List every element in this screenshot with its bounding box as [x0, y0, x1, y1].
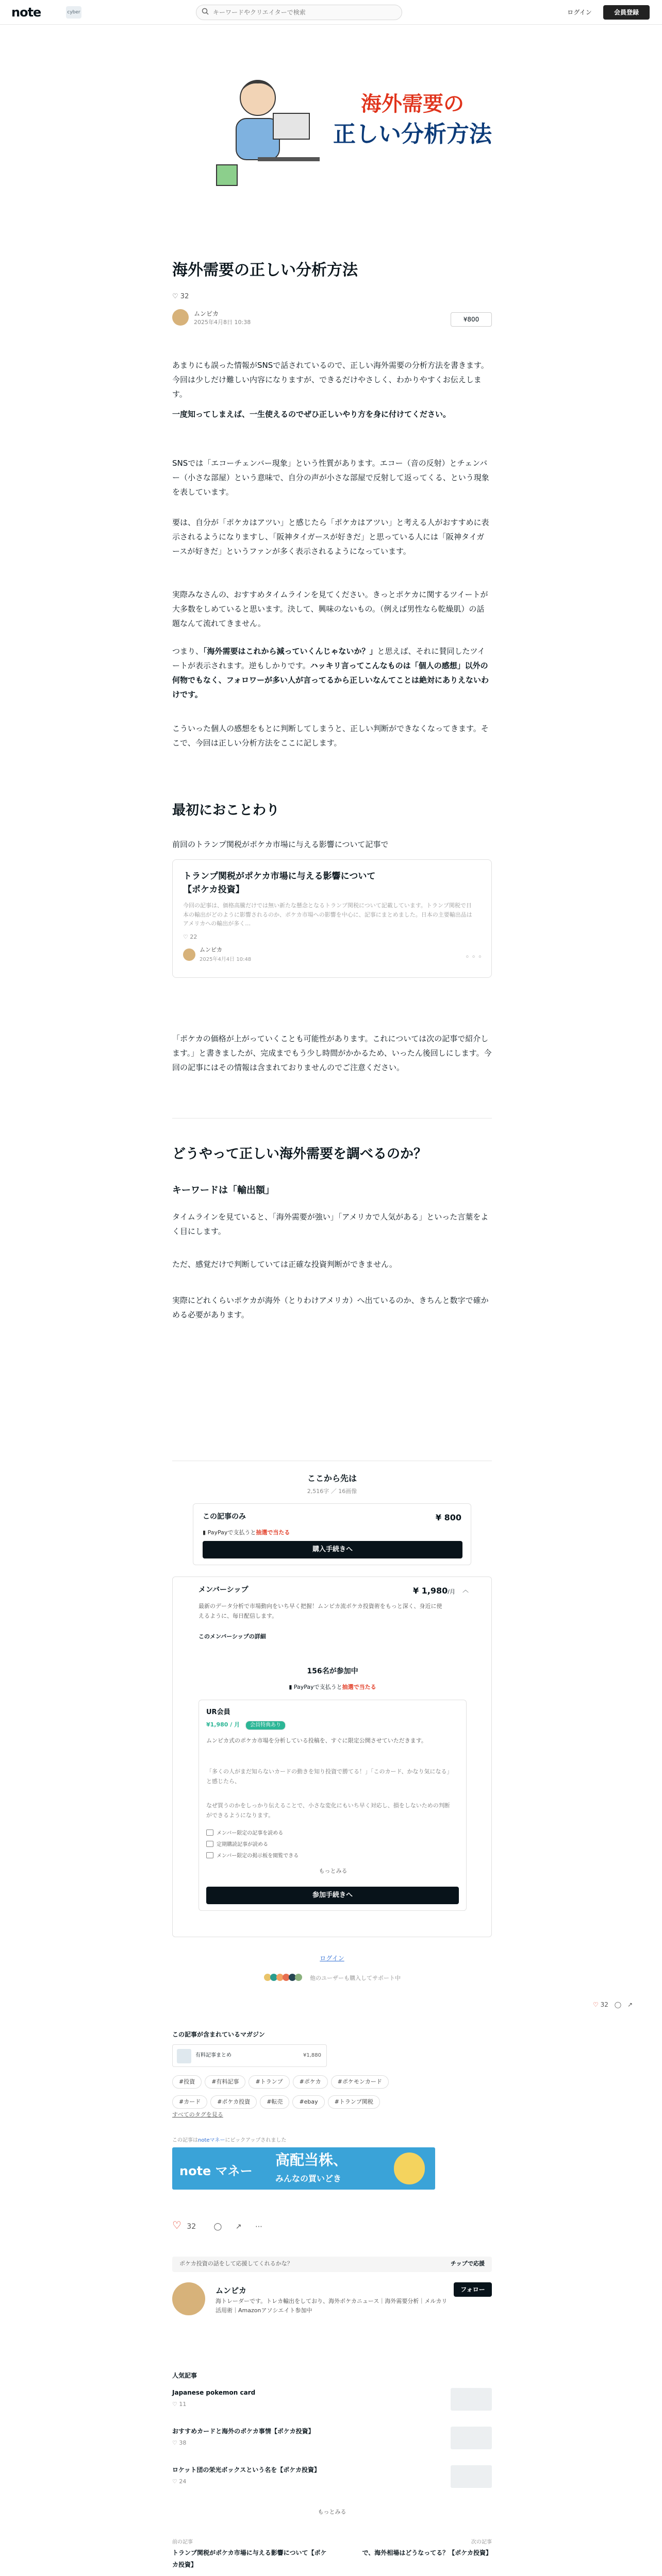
list-item[interactable]: [172, 2427, 492, 2455]
hero-line2: 正しい分析方法: [333, 121, 492, 147]
hero-image: [196, 36, 516, 201]
chevron-up-icon[interactable]: ︿: [462, 1586, 469, 1594]
pickup-note: [172, 2136, 286, 2145]
text-span-bold: ハッキリ言ってこんなものは「個人の感想」以外の何物でもなく、フォロワーが多い人が言ってるから正しいなんてことは絶対にありえないわけです。: [172, 661, 489, 699]
member-include: このメンバーシップの詳細: [198, 1633, 266, 1640]
paragraph-conclusion: [172, 644, 492, 702]
plan-feature-label: 定期購読記事が読める: [217, 1842, 268, 1848]
next-title: で、海外相場はどうなってる？【ポケカ投資】: [362, 2549, 492, 2556]
article-icon: [206, 1829, 213, 1836]
embedded-article-card[interactable]: [172, 859, 492, 978]
supporter-avatars-icon: [263, 1973, 307, 1981]
single-price: ¥ 800: [435, 1513, 461, 1522]
magazine-card[interactable]: [172, 2044, 327, 2067]
tip-button[interactable]: チップで応援: [451, 2260, 485, 2267]
list-item[interactable]: [172, 2388, 492, 2417]
tag[interactable]: #トランプ関税: [328, 2095, 380, 2109]
search-input[interactable]: [213, 5, 399, 20]
text-span: と思えば、それに賛同したツイートが表示されます。逆もしかりです。: [172, 647, 485, 670]
pickup-prefix: この記事は: [172, 2138, 198, 2143]
tag[interactable]: #トランプ: [249, 2075, 289, 2089]
paypay-icon: ▮: [289, 1684, 292, 1690]
plan-feature: [206, 1840, 268, 1850]
search-icon: [202, 8, 209, 15]
popular-thumbnail: [451, 2388, 492, 2411]
page-title: 海外需要の正しい分析方法: [172, 261, 358, 279]
like-count: 32: [180, 293, 189, 300]
popular-like-count: 11: [179, 2401, 187, 2408]
signup-button[interactable]: 会員登録: [603, 5, 650, 20]
publish-date: 2025年4月8日 10:38: [194, 319, 251, 326]
avatar[interactable]: [172, 2282, 205, 2315]
search-box[interactable]: [196, 5, 402, 20]
popular-like-count: 38: [179, 2439, 187, 2446]
popular-title: Japanese pokemon card: [172, 2389, 256, 2396]
embed-title-line: トランプ関税がポケカ市場に与える影響について: [183, 871, 376, 882]
author-name[interactable]: ムンピカ: [216, 2286, 247, 2295]
like-count-top[interactable]: ♡ 32: [172, 293, 189, 300]
prev-article-link[interactable]: [172, 2537, 327, 2573]
popular-title: おすすめカードと海外のポケカ事情【ポケカ投資】: [172, 2428, 315, 2435]
all-tags-link[interactable]: すべてのタグを見る: [172, 2111, 223, 2118]
member-count: 156名が参加中: [307, 1667, 358, 1675]
text-span-bold: 「海外需要はこれから減っていくんじゃないか？」: [203, 647, 377, 656]
paypay-icon: ▮: [203, 1529, 206, 1536]
plan-desc: ムンピカ式のポケカ市場を分析している投稿を、すぐに限定公開させていただきます。: [206, 1737, 427, 1744]
paragraph: こういった個人の感想をもとに判断してしまうと、正しい判断ができなくなってきます。そこで、今回は正しい分析方法をここに記します。: [172, 724, 489, 748]
text-span: つまり、: [172, 647, 204, 656]
section-heading: 最初におことわり: [172, 803, 280, 818]
popular-likes: ♡ 38: [172, 2439, 187, 2446]
pickup-link[interactable]: noteマネー: [198, 2138, 225, 2143]
comment-icon[interactable]: ◯: [614, 2001, 622, 2008]
author-row: [172, 309, 492, 330]
embed-title: [183, 870, 472, 896]
prev-label: 前の記事: [172, 2539, 193, 2545]
tag[interactable]: #カード: [172, 2095, 207, 2109]
plan-name: UR会員: [206, 1708, 230, 1716]
plan-card: [198, 1700, 467, 1911]
paragraph: SNSでは「エコーチェンバー現象」という性質があります。エコー（音の反射）とチェンバー（小さな部屋）という意味で、自分の声が小さな部屋で反射して返ってくる、という現象を表しています。: [172, 459, 489, 497]
paypay-prefix: PayPayで支払うと: [293, 1684, 342, 1690]
hero-line1: 海外需要の: [361, 92, 464, 116]
paywall-count: 2,516字 ／ 16画像: [307, 1488, 357, 1495]
paragraph: 実際にどれくらいポケカが海外（とりわけアメリカ）へ出ているのか、きちんと数字で確かめる必要があります。: [172, 1296, 489, 1319]
embed-likes: ♡ 22: [183, 934, 197, 940]
board-icon: [206, 1852, 213, 1858]
single-purchase-box: [193, 1503, 471, 1565]
paragraph: 要は、自分が「ポケカはアツい」と感じたら「ポケカはアツい」と考える人がおすすめに表示されるようになりますし、「阪神タイガースが好きだ」と思っている人には「阪神タイガースが好きだ」というファンが多く表示されるようになっています。: [172, 518, 489, 556]
magazine-label: この記事が含まれているマガジン: [172, 2031, 265, 2038]
tip-question: ポケカ投資の話をして応援してくれるかな？: [179, 2260, 293, 2267]
member-price-value: ¥ 1,980: [412, 1586, 448, 1596]
popular-label: 人気記事: [172, 2372, 197, 2379]
tag-list: [172, 2074, 492, 2114]
paragraph: ただ、感覚だけで判断していては正確な投資判断ができません。: [172, 1260, 397, 1269]
member-price-unit: /月: [448, 1588, 455, 1595]
embed-author: ムンピカ: [200, 946, 222, 953]
banner-brand: note マネー: [179, 2164, 253, 2178]
tag[interactable]: #転売: [260, 2095, 289, 2109]
more-link[interactable]: もっとみる: [319, 1868, 347, 1874]
price-badge[interactable]: ¥800: [451, 312, 492, 327]
tag[interactable]: #有料記事: [205, 2075, 245, 2089]
plan-price: ¥1,980 / 月: [206, 1721, 240, 1728]
supporters-row: [172, 1973, 492, 1984]
site-header: [0, 0, 662, 25]
tip-bar: [172, 2257, 492, 2272]
tag[interactable]: #ポケモンカード: [331, 2075, 389, 2089]
buy-button[interactable]: 購入手続きへ: [203, 1541, 462, 1558]
calendar-icon: [206, 1841, 213, 1847]
paragraph: タイムラインを見ていると、「海外需要が強い」「アメリカで人気がある」といった言葉をよく目にします。: [172, 1212, 489, 1236]
paypay-bonus: 抽選で当たる: [342, 1684, 376, 1690]
side-actions: [593, 1999, 650, 2011]
embed-date: 2025年4月4日 10:48: [200, 957, 252, 962]
next-article-link[interactable]: [337, 2537, 492, 2573]
plan-desc: なぜ買うのかをしっかり伝えることで、小さな変化にもいち早く対応し、損をしないための判断ができるようになります。: [206, 1802, 450, 1819]
supporters-text: 他のユーザーも購入してサポート中: [310, 1975, 401, 1981]
author-bio: 海トレーダーです。トレカ輸出をしており、海外ポケカニュース｜海外需要分析｜メルカリ活用術｜Amazonアソシエイト参加中: [216, 2298, 448, 2314]
plan-feature: [206, 1852, 299, 1861]
tag[interactable]: #ポケカ: [293, 2075, 328, 2089]
follow-button[interactable]: フォロー: [454, 2282, 492, 2297]
paypay-prefix: PayPayで支払うと: [207, 1529, 256, 1536]
comment-icon[interactable]: ◯: [213, 2223, 222, 2231]
paragraph: 「ポケカの価格が上がっていくことも可能性があります。これについては次の記事で紹介します。」と書きましたが、完成までもう少し時間がかかるため、いったん後回しにします。今回の記事にはその情報は含まれておりませんのでご注意ください。: [172, 1034, 492, 1072]
heart-icon[interactable]: ♡: [172, 2219, 181, 2231]
banner-subline: みんなの買いどき: [275, 2174, 342, 2183]
paragraph: 前回のトランプ関税がポケカ市場に与える影響について記事で: [172, 840, 389, 849]
embed-title-line: 【ポケカ投資】: [183, 884, 244, 895]
reaction-bar: [172, 2215, 492, 2231]
member-price: [413, 1583, 455, 1599]
banner-illustration: [394, 2153, 425, 2184]
paypay-bonus: 抽選で当たる: [256, 1529, 290, 1536]
share-icons[interactable]: ◦◦◦: [465, 953, 484, 961]
plan-feature: [206, 1829, 283, 1838]
popular-likes: ♡ 11: [172, 2401, 187, 2408]
sub-heading: キーワードは「輸出額」: [172, 1185, 274, 1196]
popular-likes: ♡ 24: [172, 2478, 187, 2485]
share-icon[interactable]: ↗: [235, 2223, 242, 2231]
popular-like-count: 24: [179, 2478, 187, 2485]
like-count: 32: [187, 2223, 196, 2231]
paragraph-bold: 一度知ってしまえば、一生使えるのでぜひ正しいやり方を身に付けてください。: [172, 410, 451, 419]
share-icon[interactable]: ↗: [627, 2001, 633, 2008]
more-icon[interactable]: ⋯: [255, 2223, 262, 2231]
popular-thumbnail: [451, 2465, 492, 2488]
list-item[interactable]: [172, 2465, 492, 2494]
tag[interactable]: #ebay: [292, 2095, 324, 2109]
magazine-name: 有料記事まとめ: [195, 2053, 231, 2058]
single-label: この記事のみ: [203, 1513, 246, 1521]
embed-like-count: 22: [190, 934, 197, 940]
member-desc: 最新のデータ分析で市場動向をいち早く把握！ムンピカ流ポケカ投資術をもっと深く、身近に使えるように、毎日配信します。: [198, 1603, 442, 1619]
banner-headline: 高配当株、: [275, 2151, 348, 2168]
magazine-price: ¥1,880: [303, 2053, 321, 2058]
paypay-note: [173, 1682, 492, 1693]
magazine-thumbnail: [177, 2049, 191, 2063]
plan-tag: 会員特典あり: [245, 1721, 286, 1730]
note-money-banner[interactable]: [172, 2147, 435, 2190]
membership-box: [172, 1577, 492, 1937]
login-link[interactable]: ログイン: [320, 1955, 344, 1962]
embed-description: 今回の記事は、価格高騰だけでは無い新たな懸念となるトランプ関税について記載しています。トランプ関税で日本の輸出がどのように影響されるのか、ポケカ市場への影響を中心に、記事にまとめました。日本の主要輸出品はアメリカへの輸出が多く…: [183, 902, 472, 927]
member-label: メンバーシップ: [198, 1586, 249, 1594]
author-name[interactable]: ムンピカ: [194, 310, 219, 317]
prev-title: トランプ関税がポケカ市場に与える影響について【ポケカ投資】: [172, 2549, 327, 2568]
next-label: 次の記事: [471, 2539, 492, 2545]
avatar[interactable]: [172, 309, 189, 326]
paragraph: あまりにも誤った情報がSNSで話されているので、正しい海外需要の分析方法を書きます。今回は少しだけ難しい内容になりますが、できるだけやさしく、わかりやすくお伝えします。: [172, 361, 489, 399]
plan-feature-label: メンバー限定の記事を読める: [217, 1831, 284, 1836]
heart-icon[interactable]: ♡: [593, 2001, 599, 2008]
paywall-label: ここから先は: [307, 1473, 357, 1483]
section-heading: どうやって正しい海外需要を調べるのか？: [172, 1146, 427, 1162]
paragraph: 実際みなさんの、おすすめタイムラインを見てください。きっとポケカに関するツイートが大多数をしめていると思います。決して、興味のないもの。（例えば男性なら乾燥肌）の話題なんて流れてきません。: [172, 590, 488, 628]
login-button[interactable]: ログイン: [567, 9, 592, 16]
plan-feature-label: メンバー限定の掲示板を閲覧できる: [217, 1853, 299, 1859]
more-link[interactable]: もっとみる: [318, 2509, 346, 2515]
pickup-suffix: にピックアップされました: [225, 2138, 287, 2143]
author-card: [172, 2282, 492, 2324]
avatar: [183, 948, 195, 961]
logo-badge: cyber: [66, 6, 81, 19]
tag[interactable]: #ポケカ投資: [210, 2095, 257, 2109]
paypay-note: [203, 1528, 290, 1538]
note-logo[interactable]: note: [11, 5, 41, 20]
popular-thumbnail: [451, 2427, 492, 2449]
tag[interactable]: #投資: [172, 2075, 202, 2089]
plan-desc: 「多くの人がまだ知らないカードの動きを知り投資で勝てる！」「このカード、かなり気になる」と感じたら、: [206, 1768, 453, 1785]
side-like-count: 32: [600, 2001, 608, 2008]
join-button[interactable]: 参加手続きへ: [206, 1887, 459, 1904]
popular-title: ロケット団の栄光ボックスという名を【ポケカ投資】: [172, 2466, 321, 2473]
